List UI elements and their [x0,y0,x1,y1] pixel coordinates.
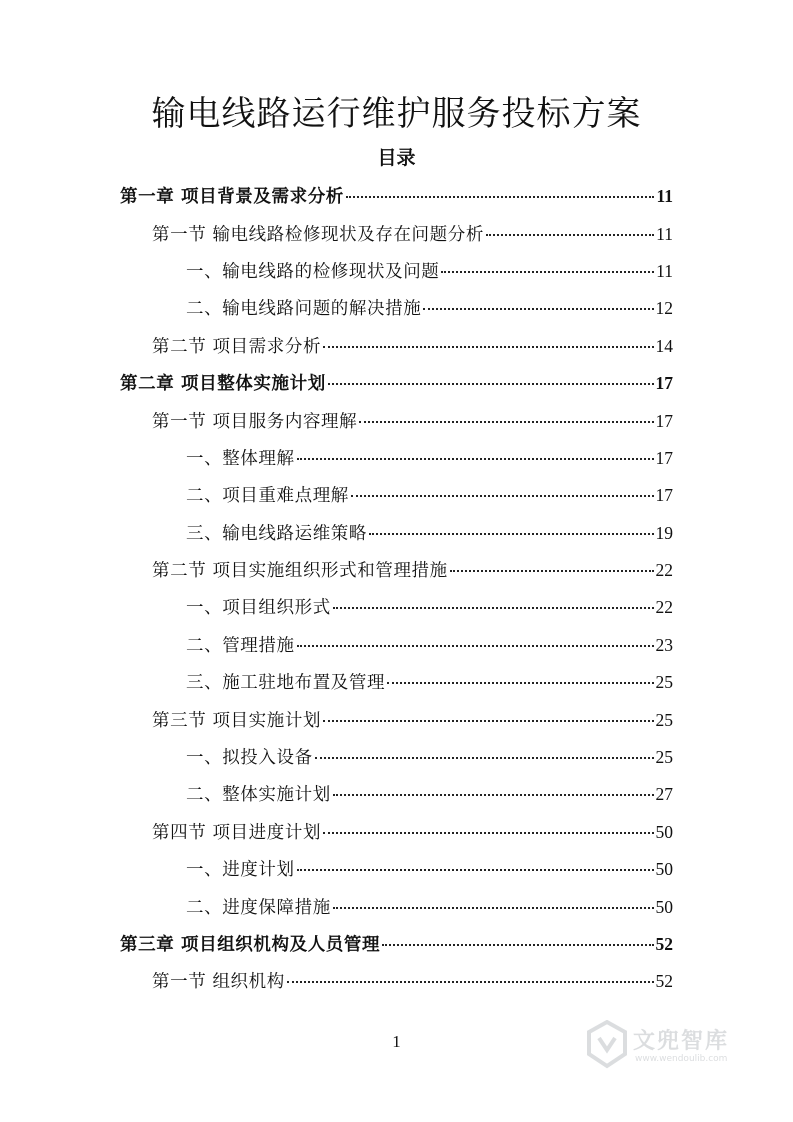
toc-entry-item[interactable] [0,252,793,289]
toc-entry-label: 第二节 项目需求分析 [152,336,322,357]
toc-entry-label: 一、整体理解 [186,448,295,469]
table-of-contents [0,177,793,1000]
toc-entry-page: 25 [655,709,673,730]
toc-entry-label: 三、施工驻地布置及管理 [186,673,386,694]
toc-entry-content [186,781,673,806]
toc-entry-page: 25 [655,747,673,768]
watermark [585,1018,755,1078]
toc-entry-content [186,295,673,320]
toc-entry-label: 第一节 项目服务内容理解 [152,411,358,432]
toc-entry-page: 22 [655,560,673,581]
toc-entry-content [152,707,673,732]
toc-entry-page: 17 [655,447,673,468]
toc-entry-item[interactable] [0,588,793,625]
toc-entry-item[interactable] [0,775,793,812]
toc-leader-dots [333,607,654,609]
toc-entry-page: 25 [655,672,673,693]
toc-leader-dots [450,570,654,572]
toc-leader-dots [297,458,654,460]
toc-entry-label: 二、整体实施计划 [186,785,331,806]
toc-entry-page: 52 [655,934,673,954]
toc-entry-content [152,221,673,246]
toc-entry-page: 11 [656,186,673,207]
toc-entry-section[interactable] [0,214,793,251]
toc-entry-label: 第二章 项目整体实施计划 [120,374,326,395]
toc-entry-content [152,333,673,358]
toc-entry-item[interactable] [0,850,793,887]
toc-entry-label: 第一章 项目背景及需求分析 [120,187,344,208]
toc-leader-dots [346,196,655,198]
toc-entry-content [120,183,673,208]
toc-entry-label: 第三章 项目组织机构及人员管理 [120,935,381,955]
toc-entry-section[interactable] [0,962,793,999]
toc-entry-label: 第一节 输电线路检修现状及存在问题分析 [152,224,484,245]
toc-entry-content [186,669,673,694]
toc-entry-content [186,632,673,657]
toc-entry-section[interactable] [0,401,793,438]
toc-entry-page: 22 [655,597,673,618]
toc-entry-page: 17 [655,373,673,394]
toc-entry-content [120,370,673,395]
toc-leader-dots [359,421,653,423]
toc-entry-section[interactable] [0,327,793,364]
toc-leader-dots [486,234,654,236]
toc-entry-page: 11 [656,260,673,281]
toc-entry-content [186,856,673,881]
toc-entry-section[interactable] [0,700,793,737]
toc-entry-page: 14 [655,335,673,356]
toc-leader-dots [333,907,654,909]
toc-leader-dots [323,346,653,348]
toc-entry-chapter[interactable] [0,364,793,401]
page-number: 1 [392,1032,401,1051]
toc-entry-item[interactable] [0,514,793,551]
toc-entry-content [186,744,673,769]
toc-leader-dots [315,757,654,759]
toc-entry-page: 23 [655,634,673,655]
toc-entry-section[interactable] [0,813,793,850]
toc-leader-dots [323,832,653,834]
wendou-logo-icon [585,1020,629,1070]
toc-entry-page: 50 [655,896,673,917]
toc-heading: 目录 [377,147,416,169]
toc-entry-label: 二、输电线路问题的解决措施 [186,299,422,320]
toc-entry-content [186,520,673,545]
toc-entry-page: 17 [655,410,673,431]
toc-entry-content [152,408,673,433]
toc-entry-label: 一、项目组织形式 [186,598,331,619]
document-title: 输电线路运行维护服务投标方案 [151,94,642,134]
toc-entry-page: 19 [655,522,673,543]
toc-entry-content [186,258,673,283]
toc-entry-label: 三、输电线路运维策略 [186,523,367,544]
toc-leader-dots [297,645,654,647]
toc-entry-page: 50 [655,859,673,880]
watermark-text: 文兜智库 [633,1029,730,1054]
toc-entry-label: 二、进度保障措施 [186,897,331,918]
toc-leader-dots [369,533,654,535]
toc-entry-label: 一、进度计划 [186,860,295,881]
toc-leader-dots [423,308,653,310]
toc-leader-dots [382,944,653,946]
toc-entry-item[interactable] [0,738,793,775]
toc-entry-label: 第二节 项目实施组织形式和管理措施 [152,561,448,582]
toc-entry-content [120,931,673,956]
toc-entry-content [186,594,673,619]
toc-entry-content [186,445,673,470]
toc-entry-content [152,557,673,582]
toc-entry-label: 第三节 项目实施计划 [152,710,322,731]
toc-entry-item[interactable] [0,663,793,700]
toc-leader-dots [351,495,654,497]
toc-entry-label: 一、输电线路的检修现状及问题 [186,261,440,282]
toc-leader-dots [441,271,654,273]
toc-entry-content [152,819,673,844]
toc-entry-content [186,482,673,507]
toc-entry-label: 第一节 组织机构 [152,972,285,993]
toc-entry-label: 二、管理措施 [186,635,295,656]
toc-leader-dots [328,383,654,385]
watermark-subtext: www.wendoulib.com [635,1054,728,1064]
toc-entry-page: 27 [655,784,673,805]
toc-entry-page: 17 [655,485,673,506]
toc-entry-content [186,894,673,919]
toc-entry-item[interactable] [0,289,793,326]
toc-entry-label: 第四节 项目进度计划 [152,822,322,843]
toc-entry-item[interactable] [0,476,793,513]
toc-entry-page: 52 [655,971,673,992]
toc-entry-label: 二、项目重难点理解 [186,486,349,507]
toc-entry-content [152,968,673,993]
toc-leader-dots [387,682,653,684]
toc-entry-item[interactable] [0,626,793,663]
toc-leader-dots [333,794,654,796]
toc-entry-item[interactable] [0,887,793,924]
toc-entry-chapter[interactable] [0,925,793,962]
toc-entry-section[interactable] [0,551,793,588]
toc-leader-dots [323,720,653,722]
toc-entry-page: 12 [655,298,673,319]
toc-entry-chapter[interactable] [0,177,793,214]
toc-entry-page: 11 [656,223,673,244]
toc-entry-item[interactable] [0,439,793,476]
toc-leader-dots [297,869,654,871]
toc-entry-page: 50 [655,821,673,842]
toc-leader-dots [287,981,654,983]
toc-entry-label: 一、拟投入设备 [186,748,313,769]
